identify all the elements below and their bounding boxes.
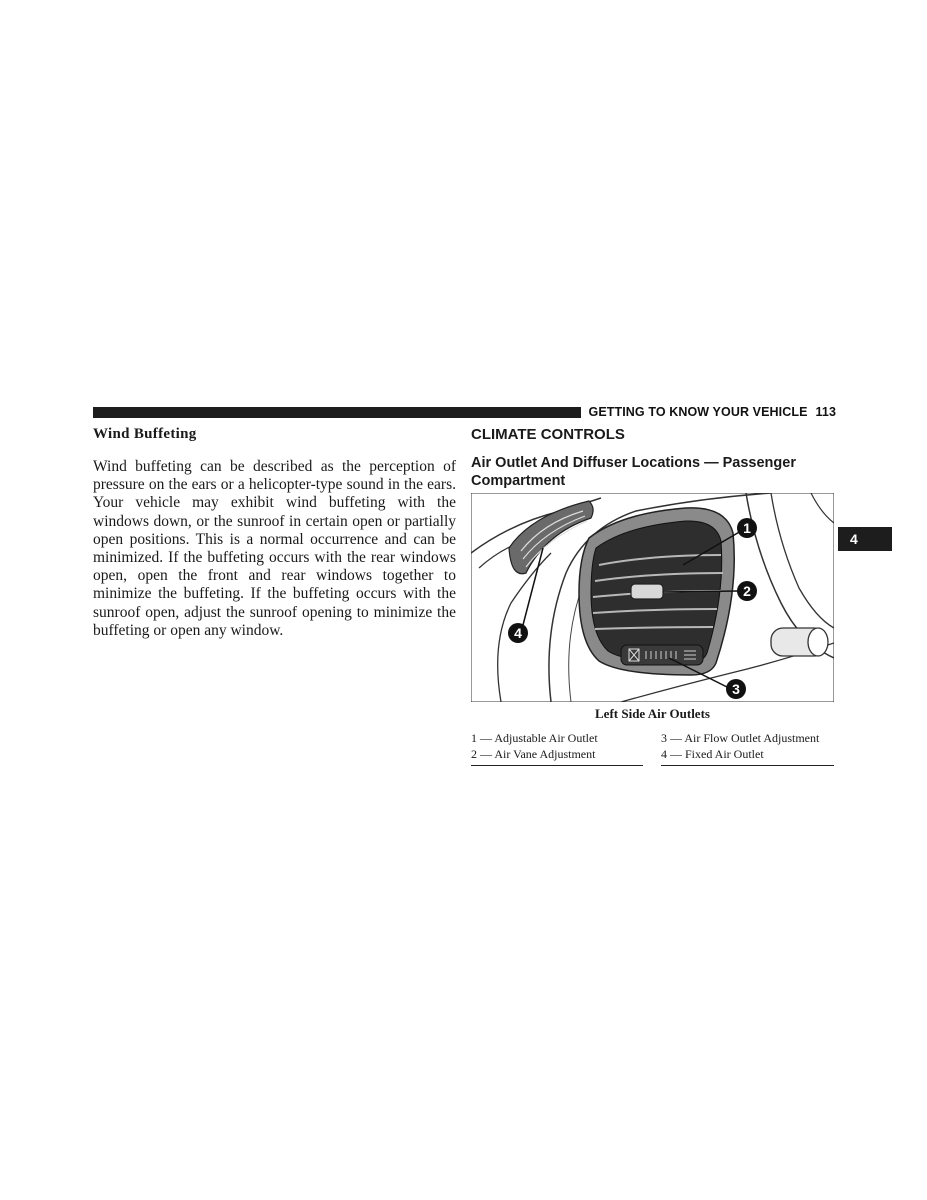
air-outlet-illustration xyxy=(471,493,834,702)
legend-item: 2 — Air Vane Adjustment xyxy=(471,746,596,761)
svg-text:3: 3 xyxy=(732,681,740,697)
legend-item: 1 — Adjustable Air Outlet xyxy=(471,731,598,745)
figure-caption: Left Side Air Outlets xyxy=(595,706,710,721)
climate-controls-heading: CLIMATE CONTROLS xyxy=(471,426,625,443)
wind-buffeting-paragraph: Wind buffeting can be described as the perception of pressure on the ears or a helicopter-type sound in the ears. Your vehicle may exhibit wind buffeting with the windows down, or the sunroof in certain open or partially open positions. This is a normal occurrence and can be minimized. If the buffeting occurs with the rear windows open, open the front and rear windows together to minimize the buffeting. If the buffeting occurs with the sunroof open, adjust the sunroof opening to minimize the buffeting or open any window. xyxy=(93,458,456,639)
page-number: 113 xyxy=(815,405,836,419)
legend-item: 3 — Air Flow Outlet Adjustment xyxy=(661,731,820,745)
wind-buffeting-heading: Wind Buffeting xyxy=(93,426,197,442)
svg-text:4: 4 xyxy=(514,625,522,641)
chapter-number: 4 xyxy=(850,531,858,547)
figure-legend-left xyxy=(471,731,643,766)
running-header xyxy=(586,405,836,419)
svg-text:1: 1 xyxy=(743,520,751,536)
air-outlet-locations-heading: Air Outlet And Diffuser Locations — Passenger Compartment xyxy=(471,455,796,489)
svg-text:2: 2 xyxy=(743,583,751,599)
header-section-title: GETTING TO KNOW YOUR VEHICLE xyxy=(588,405,808,419)
chapter-tab xyxy=(838,527,892,551)
callout-1 xyxy=(737,518,757,538)
figure-legend-right xyxy=(661,731,834,766)
callout-3 xyxy=(726,679,746,699)
legend-item: 4 — Fixed Air Outlet xyxy=(661,746,764,761)
right-column xyxy=(471,426,834,490)
header-rule xyxy=(93,407,581,418)
callout-4 xyxy=(508,623,528,643)
callout-2 xyxy=(737,581,757,601)
left-column xyxy=(93,426,456,640)
